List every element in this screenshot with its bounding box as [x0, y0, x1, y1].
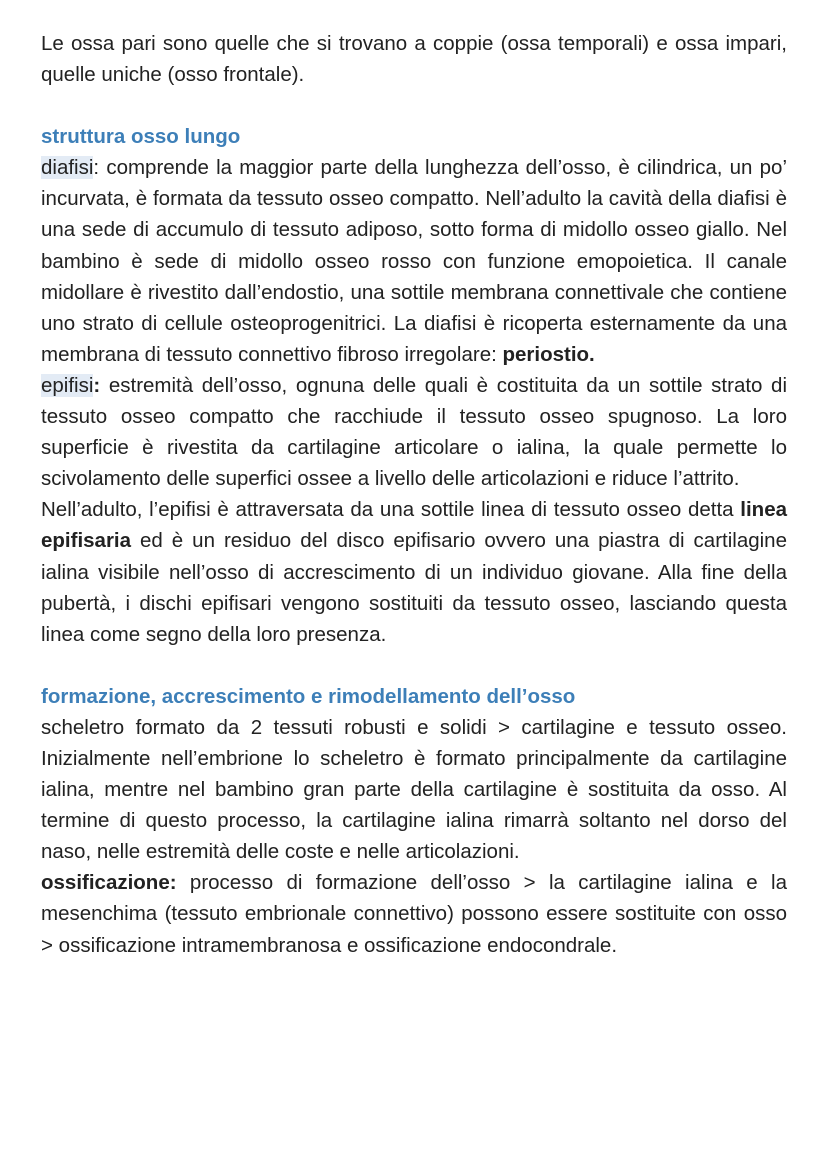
intro-paragraph: Le ossa pari sono quelle che si trovano a coppie (ossa temporali) e ossa impari, quelle uniche (osso frontale).: [41, 32, 787, 87]
term-diafisi: diafisi: [41, 156, 94, 180]
diafisi-text: : comprende la maggior parte della lunghezza dell’osso, è cilindrica, un po’ incurvata, è formata da tessuto osseo compatto. Nell’adulto la cavità della diafisi è una sede di accumulo di tessuto adiposo, sotto forma di midollo osseo giallo. Nel bambino è sede di midollo osseo rosso con funzione emopoietica. Il canale midollare è rivestito dall’endostio, una sottile membrana connettivale che contiene uno strato di cellule osteoprogenitrici. La diafisi è ricoperta esternamente da una membrana di tessuto connettivo fibroso irregolare:: [41, 156, 787, 366]
paragraph-scheletro: scheletro formato da 2 tessuti robusti e solidi > cartilagine e tessuto osseo. Inizialmente nell’embrione lo scheletro è formato principalmente da cartilagine ialina, mentre nel bambino gran parte della cartilagine è sostituita da osso. Al termine di questo processo, la cartilagine ialina rimarrà soltanto nel dorso del naso, nelle estremità delle coste e nelle articolazioni.: [41, 715, 787, 864]
term-linea-epifisaria: linea epifisaria: [41, 498, 787, 553]
epifisi-colon: :: [93, 373, 101, 397]
adulto-text-b: ed è un residuo del disco epifisario ovvero una piastra di cartilagine ialina visibile nell’osso di accrescimento di un individuo giovane. Alla fine della pubertà, i dischi epifisari vengono sostituiti da tessuto osseo, lasciando questa linea come segno della loro presenza.: [41, 529, 787, 646]
spacer: [41, 650, 787, 681]
term-periostio: periostio.: [502, 342, 595, 366]
term-epifisi: epifisi: [41, 373, 94, 397]
section-heading-struttura: struttura osso lungo: [41, 125, 241, 149]
document-page: [41, 28, 787, 961]
ossificazione-text: processo di formazione dell’osso > la cartilagine ialina e la mesenchima (tessuto embrionale connettivo) possono essere sostituite con osso > ossificazione intramembranosa e ossificazione endocondrale.: [41, 871, 787, 957]
spacer: [41, 90, 787, 121]
paragraph-diafisi: [41, 152, 787, 370]
term-ossificazione: ossificazione:: [41, 871, 177, 895]
paragraph-linea-epifisaria: [41, 494, 787, 649]
paragraph-epifisi: [41, 370, 787, 494]
paragraph-ossificazione: [41, 867, 787, 960]
section-heading-formazione: formazione, accrescimento e rimodellamento dell’osso: [41, 684, 576, 708]
adulto-text-a: Nell’adulto, l’epifisi è attraversata da una sottile linea di tessuto osseo detta: [41, 498, 741, 522]
epifisi-text: estremità dell’osso, ognuna delle quali è costituita da un sottile strato di tessuto osseo compatto che racchiude il tessuto osseo spugnoso. La loro superficie è rivestita da cartilagine articolare o ialina, la quale permette lo scivolamento delle superfici ossee a livello delle articolazioni e riduce l’attrito.: [41, 373, 787, 491]
